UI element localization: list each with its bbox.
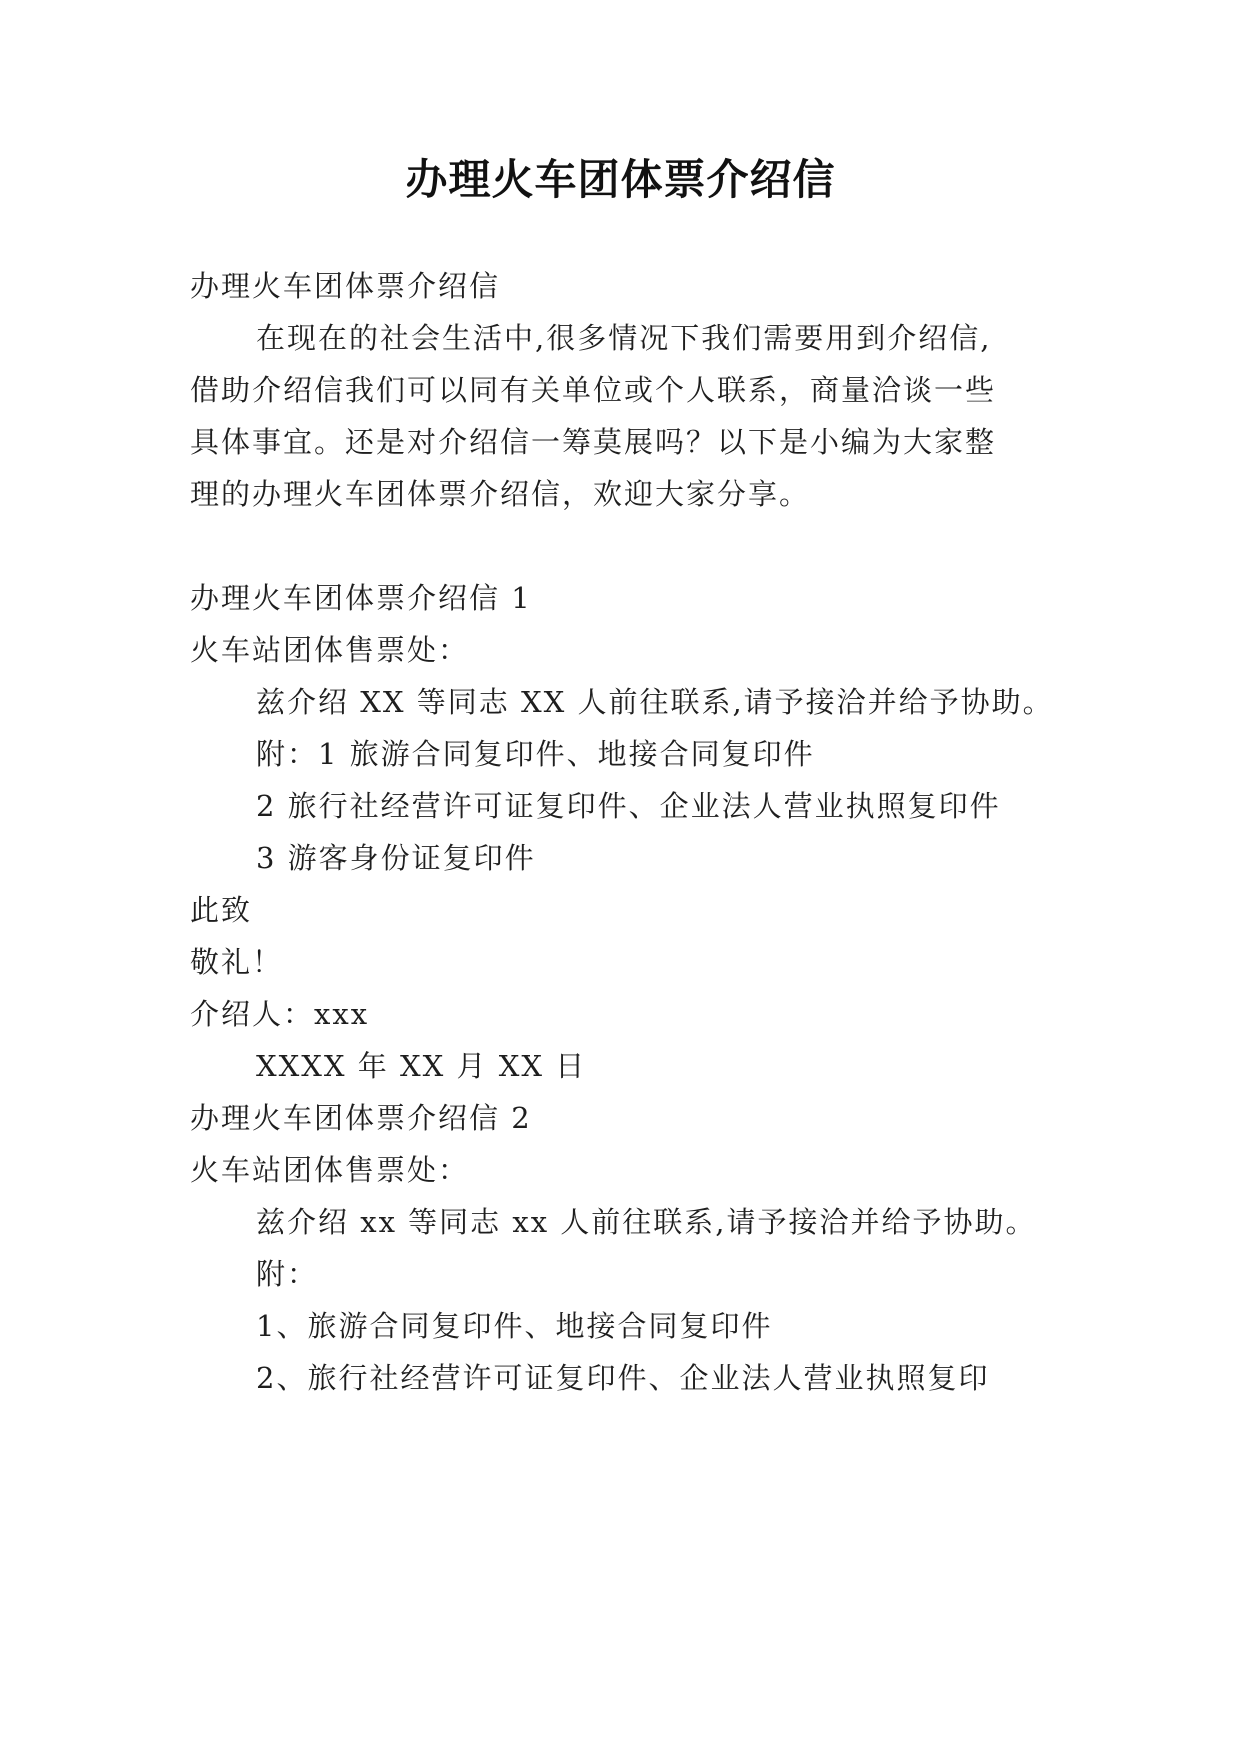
letter1-introducer: 介绍人：xxx xyxy=(190,997,370,1031)
letter2-attachment-2: 2、旅行社经营许可证复印件、企业法人营业执照复印 xyxy=(256,1361,990,1395)
letter2-attachment-1: 1、旅游合同复印件、地接合同复印件 xyxy=(256,1309,773,1343)
letter1-heading: 办理火车团体票介绍信 1 xyxy=(190,581,532,615)
intro-line-3: 具体事宜。还是对介绍信一筹莫展吗？以下是小编为大家整 xyxy=(190,425,997,459)
intro-line-2: 借助介绍信我们可以同有关单位或个人联系，商量洽谈一些 xyxy=(190,373,997,407)
letter1-recipient: 火车站团体售票处： xyxy=(190,633,470,667)
letter1-closing-1: 此致 xyxy=(190,893,253,927)
letter1-attachment-3: 3 游客身份证复印件 xyxy=(256,841,536,875)
letter1-body: 兹介绍 XX 等同志 XX 人前往联系,请予接洽并给予协助。 xyxy=(256,685,1054,719)
letter2-heading: 办理火车团体票介绍信 2 xyxy=(190,1101,532,1135)
letter1-attachment-2: 2 旅行社经营许可证复印件、企业法人营业执照复印件 xyxy=(256,789,1001,823)
letter1-closing-2: 敬礼！ xyxy=(190,945,284,979)
letter1-date: XXXX 年 XX 月 XX 日 xyxy=(256,1049,587,1083)
letter1-attachment-1: 附：1 旅游合同复印件、地接合同复印件 xyxy=(256,737,815,771)
intro-line-4: 理的办理火车团体票介绍信，欢迎大家分享。 xyxy=(190,477,811,511)
document-title: 办理火车团体票介绍信 xyxy=(405,155,836,204)
letter2-recipient: 火车站团体售票处： xyxy=(190,1153,470,1187)
letter2-attachment-label: 附： xyxy=(256,1257,319,1291)
letter2-body: 兹介绍 xx 等同志 xx 人前往联系,请予接洽并给予协助。 xyxy=(256,1205,1037,1239)
intro-line-1: 在现在的社会生活中,很多情况下我们需要用到介绍信, xyxy=(256,321,992,355)
document-subtitle: 办理火车团体票介绍信 xyxy=(190,269,501,303)
